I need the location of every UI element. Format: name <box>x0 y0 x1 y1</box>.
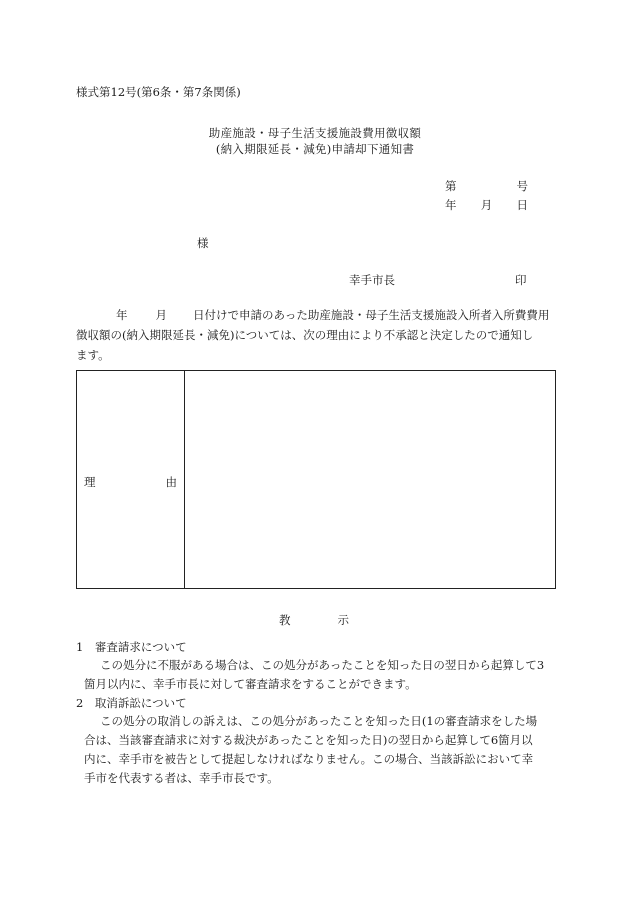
document-date <box>445 197 528 213</box>
section-2-heading: 2 取消訴訟について <box>76 696 187 710</box>
form-number: 様式第12号(第6条・第7条関係) <box>76 85 241 99</box>
section-1-heading: 1 審査請求について <box>76 640 187 654</box>
body-month: 月 <box>155 308 167 322</box>
document-number-suffix: 号 <box>516 179 528 193</box>
section-1-line-1: この処分に不服がある場合は、この処分があったことを知った日の翌日から起算して3 <box>100 658 545 672</box>
section-2-line-4: 手市を代表する者は、幸手市長です。 <box>84 771 279 785</box>
section-1-line-2: 箇月以内に、幸手市長に対して審査請求をすることができます。 <box>84 677 417 691</box>
issuer-name: 幸手市長 <box>349 273 395 287</box>
notice-title-left: 教 <box>279 613 291 627</box>
document-number <box>445 178 528 194</box>
date-day: 日 <box>516 198 528 212</box>
document-title-line-2: (納入期限延長・減免)申請却下通知書 <box>215 142 415 156</box>
reason-label-right: 由 <box>165 475 177 489</box>
reason-label-left: 理 <box>84 475 96 489</box>
section-2-body <box>76 712 558 788</box>
reason-content-cell[interactable] <box>185 371 555 588</box>
body-line-1 <box>76 305 558 325</box>
body-line-1-text: 日付けで申請のあった助産施設・母子生活支援施設入所者入所費費用 <box>193 308 550 322</box>
date-year: 年 <box>445 198 457 212</box>
body-paragraph <box>76 305 558 365</box>
notice-title <box>279 612 349 628</box>
body-line-3: ます。 <box>76 348 110 362</box>
notice-title-right: 示 <box>337 613 349 627</box>
date-month: 月 <box>480 198 493 212</box>
body-line-2: 徴収額の(納入期限延長・減免)については、次の理由により不承認と決定したので通知し <box>76 328 534 342</box>
section-2-line-1: この処分の取消しの訴えは、この処分があったことを知った日(1の審査請求をした場 <box>100 714 538 728</box>
reason-label-cell <box>77 371 185 588</box>
seal-mark: 印 <box>515 273 527 287</box>
body-year: 年 <box>116 308 128 322</box>
document-number-prefix: 第 <box>445 179 457 193</box>
section-2-line-3: 内に、幸手市を被告として提起しなければなりません。この場合、当該訴訟において幸 <box>84 752 534 766</box>
section-2-line-2: 合は、当該審査請求に対する裁決があったことを知った日)の翌日から起算して6箇月以 <box>84 733 533 747</box>
addressee-suffix: 様 <box>197 236 209 250</box>
document-title-line-1: 助産施設・母子生活支援施設費用徴収額 <box>208 126 422 140</box>
reason-label <box>84 474 177 490</box>
section-1-body <box>76 656 558 694</box>
reason-table <box>76 370 556 589</box>
